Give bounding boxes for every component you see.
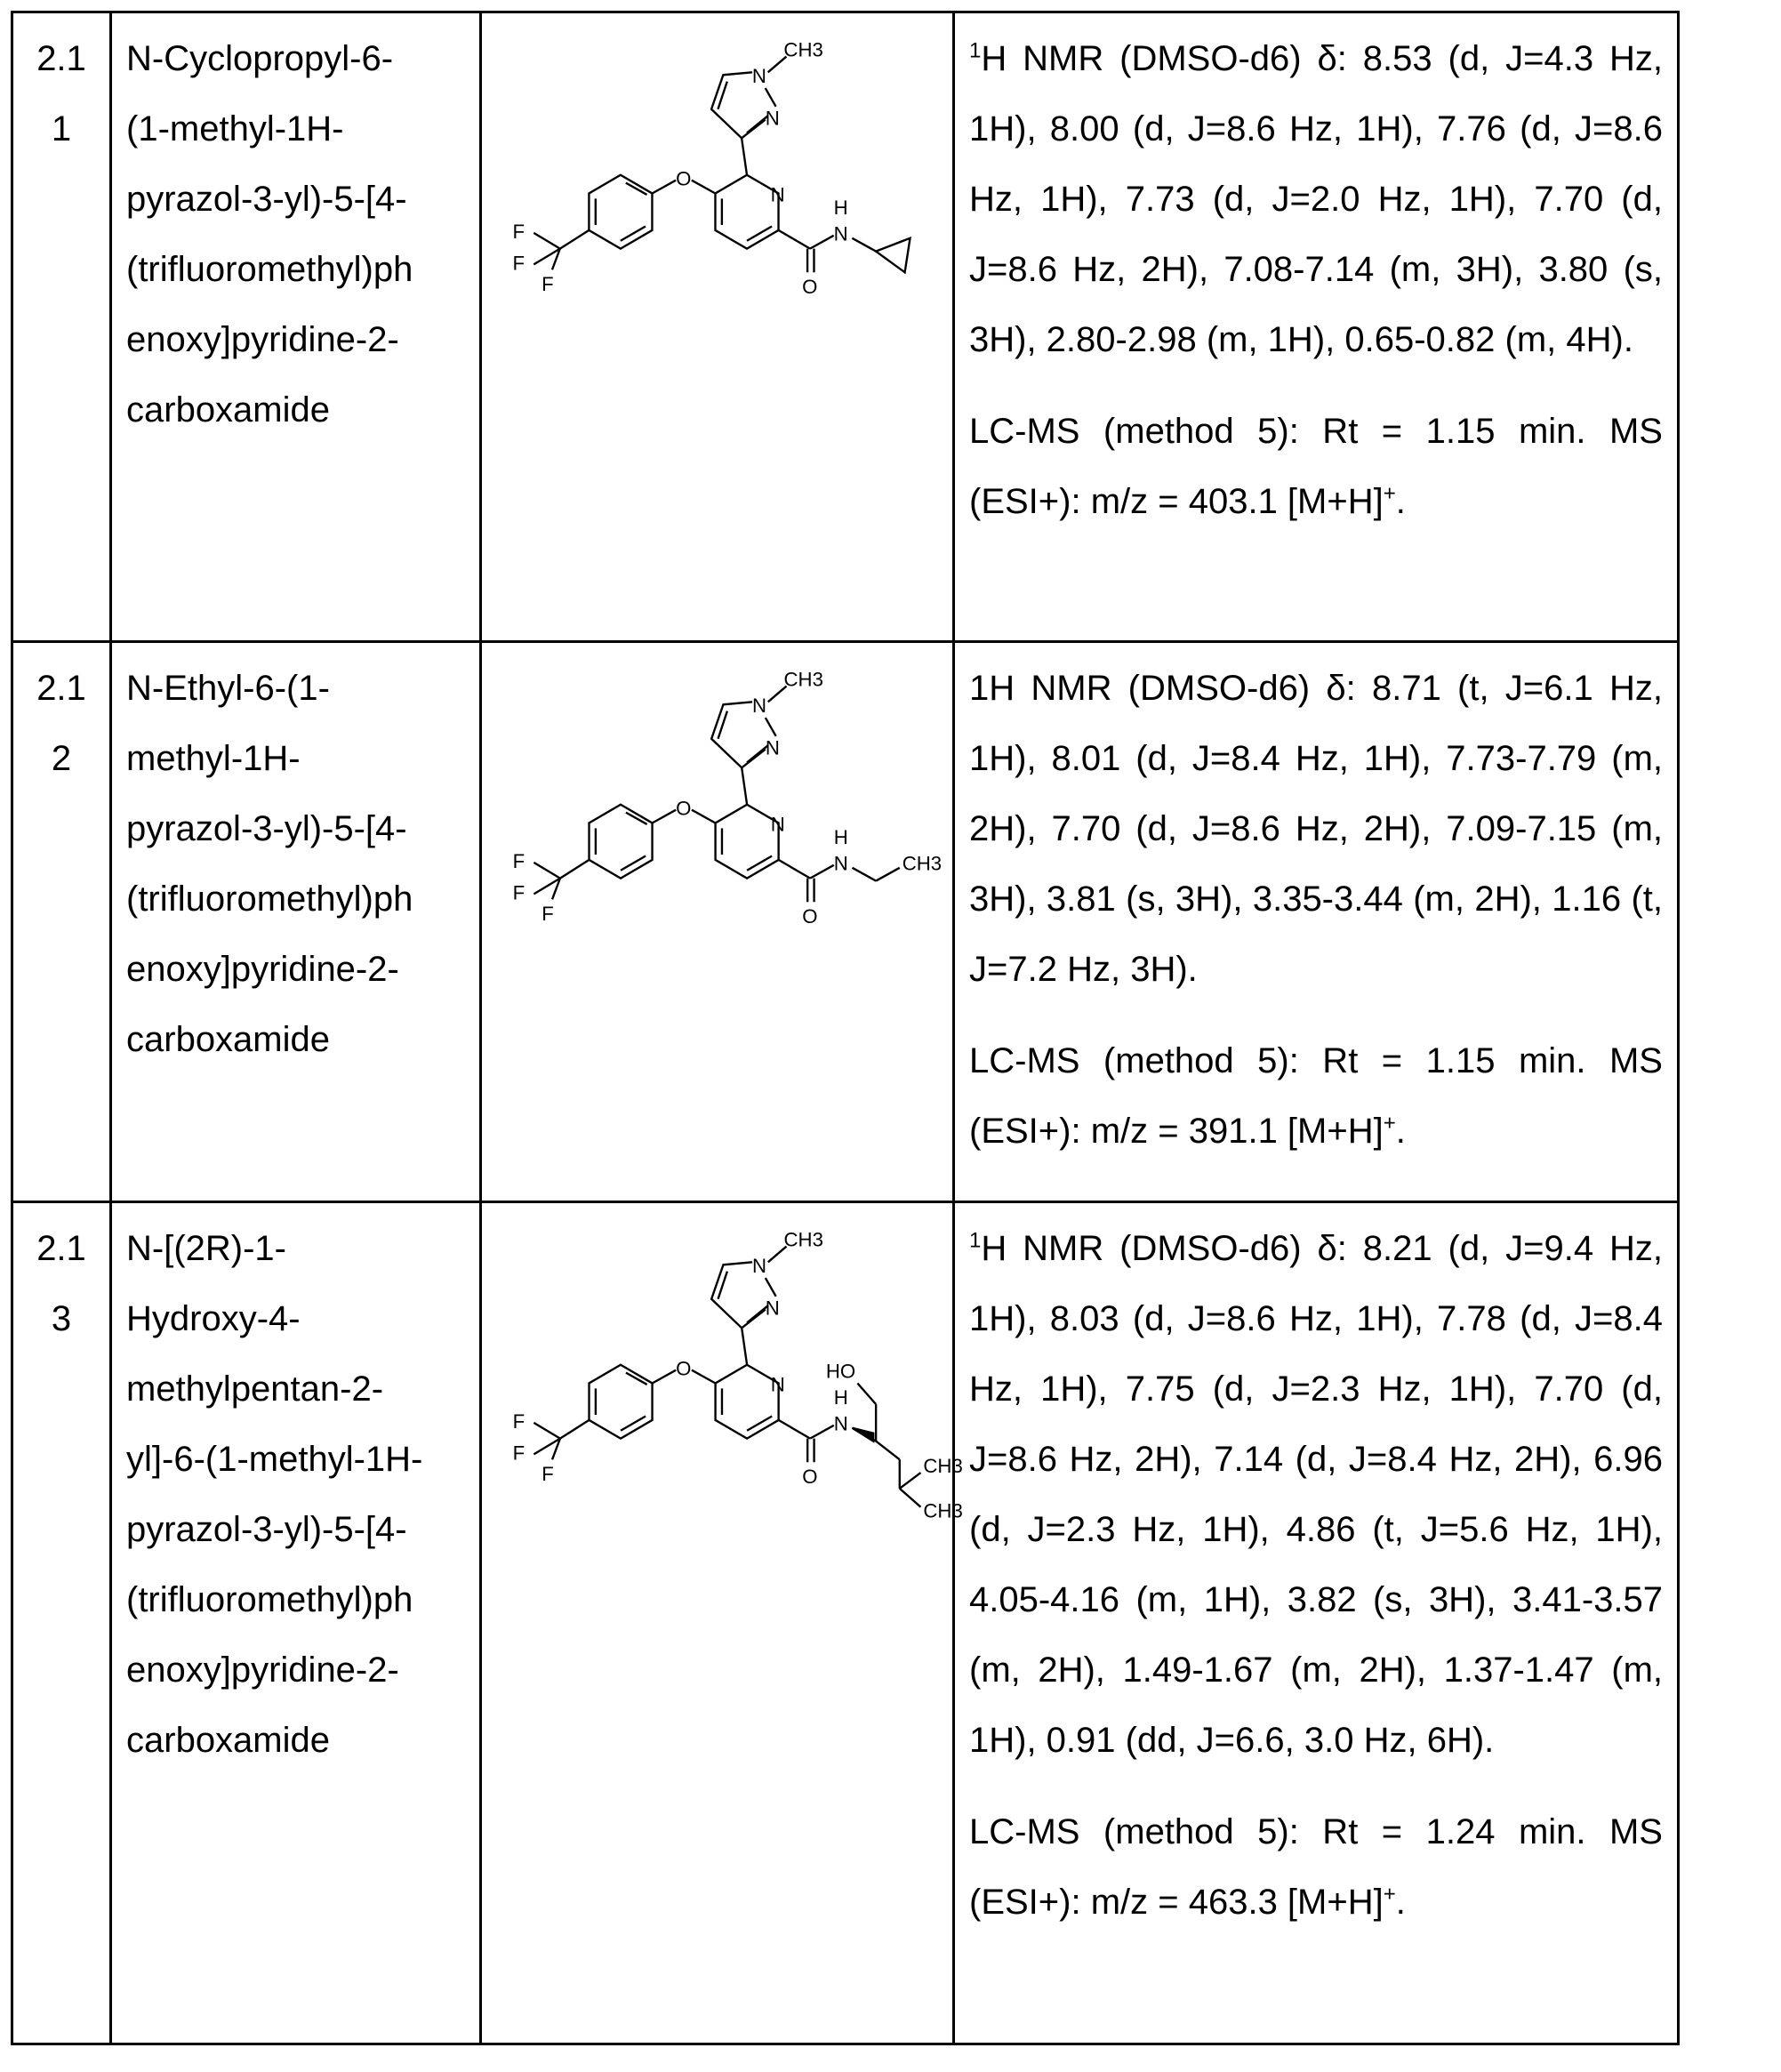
atom-label-f1: F — [513, 850, 525, 872]
atom-label-n-pz2: N — [766, 1297, 780, 1320]
compound-name-line: N-Cyclopropyl-6- — [126, 24, 465, 94]
nmr-text: H NMR (DMSO-d6) δ: 8.21 (d, J=9.4 Hz, 1H), 8.03 (d, J=8.6 Hz, 1H), 7.78 (d, J=8.4 Hz, 1H), 7.75 (d, J=2.3 Hz, 1H), 7.70 (d, J=8.6 Hz, 2H), 7.14 (d, J=8.4 Hz, 2H), 6.96 (d, J=2.3 Hz, 1H), 4.86 (t, J=5.6 Hz, 1H), 4.05-4.16 (m, 1H), 3.82 (s, 3H), 3.41-3.57 (m, 2H), 1.49-1.67 (m, 2H), 1.37-1.47 (m, 1H), 0.91 (dd, J=6.6, 3.0 Hz, 6H). — [969, 1229, 1663, 1760]
atom-label-ethyl-ch3: CH3 — [903, 853, 942, 875]
atom-label-n-pz1: N — [752, 1255, 766, 1277]
chemical-structure — [496, 1217, 945, 1533]
atom-label-f3: F — [542, 273, 554, 295]
atom-label-o-amide: O — [802, 276, 817, 298]
example-number-cell — [12, 12, 111, 642]
atom-label-ho: HO — [826, 1361, 855, 1383]
nmr-superscript: 1 — [969, 1229, 981, 1253]
example-number: 2.13 — [34, 1214, 89, 1354]
compound-name-line: pyrazol-3-yl)-5-[4- — [126, 1495, 465, 1565]
atom-label-ch3-b: CH3 — [923, 1499, 962, 1522]
nmr-text: 1H NMR (DMSO-d6) δ: 8.71 (t, J=6.1 Hz, 1H), 8.01 (d, J=8.4 Hz, 1H), 7.73-7.79 (m, 2H), 7.70 (d, J=8.6 Hz, 2H), 7.09-7.15 (m, 3H), 3.81 (s, 3H), 3.35-3.44 (m, 2H), 1.16 (t, J=7.2 Hz, 3H). — [969, 669, 1663, 989]
atom-label-n-pyr: N — [771, 1373, 785, 1395]
atom-label-ch3: CH3 — [784, 1229, 823, 1251]
compound-name-line: enoxy]pyridine-2- — [126, 935, 465, 1005]
atom-label-nh-h: H — [834, 1386, 848, 1409]
lcms-end: . — [1396, 1883, 1406, 1922]
lcms-end: . — [1396, 482, 1406, 521]
lcms-text: LC-MS (method 5): Rt = 1.24 min. MS (ESI+): m/z = 463.3 [M+H] — [969, 1812, 1663, 1922]
compound-name-line: enoxy]pyridine-2- — [126, 305, 465, 375]
lcms-charge: + — [1384, 1883, 1396, 1907]
compound-name-cell — [111, 642, 481, 1202]
compound-name-line: carboxamide — [126, 1706, 465, 1776]
lcms-charge: + — [1384, 1112, 1396, 1136]
compound-name-line: Hydroxy-4- — [126, 1284, 465, 1354]
chemical-structure — [496, 657, 945, 940]
compound-name-cell — [111, 1202, 481, 2044]
structure-cell — [481, 642, 954, 1202]
lcms-charge: + — [1384, 482, 1396, 506]
atom-label-nh-n: N — [834, 853, 848, 875]
example-number-cell — [12, 642, 111, 1202]
atom-label-nh-n: N — [834, 1413, 848, 1435]
atom-label-nh-h: H — [834, 197, 848, 219]
atom-label-o-amide: O — [802, 905, 817, 928]
atom-label-ch3: CH3 — [783, 39, 822, 61]
atom-label-n-pz2: N — [766, 108, 780, 130]
nmr-data — [969, 654, 1663, 1005]
analytics-cell — [954, 12, 1679, 642]
atom-label-f2: F — [513, 1442, 525, 1464]
table-row — [12, 642, 1679, 1202]
compound-name-line: (trifluoromethyl)ph — [126, 235, 465, 305]
atom-label-o-ether: O — [676, 798, 691, 820]
nmr-data — [969, 24, 1663, 375]
compound-name-line: methyl-1H- — [126, 724, 465, 794]
atom-label-f1: F — [513, 1410, 525, 1433]
atom-label-f1: F — [513, 221, 525, 243]
chemical-structure — [496, 28, 932, 310]
compound-name-line: enoxy]pyridine-2- — [126, 1635, 465, 1706]
atom-label-n-pz2: N — [766, 737, 780, 759]
atom-label-f2: F — [513, 881, 525, 903]
compound-name-line: methylpentan-2- — [126, 1354, 465, 1425]
compound-name-line: (1-methyl-1H- — [126, 94, 465, 165]
lcms-data — [969, 1026, 1663, 1167]
lcms-text: LC-MS (method 5): Rt = 1.15 min. MS (ESI+): m/z = 403.1 [M+H] — [969, 412, 1663, 521]
compound-data-table — [11, 11, 1680, 2045]
table-row — [12, 1202, 1679, 2044]
lcms-data — [969, 397, 1663, 537]
compound-name-cell — [111, 12, 481, 642]
nmr-text: H NMR (DMSO-d6) δ: 8.53 (d, J=4.3 Hz, 1H), 8.00 (d, J=8.6 Hz, 1H), 7.76 (d, J=8.6 Hz, 1H), 7.73 (d, J=2.0 Hz, 1H), 7.70 (d, J=8.6 Hz, 2H), 7.08-7.14 (m, 3H), 3.80 (s, 3H), 2.80-2.98 (m, 1H), 0.65-0.82 (m, 4H). — [969, 39, 1663, 359]
nmr-data — [969, 1214, 1663, 1776]
nmr-superscript: 1 — [969, 39, 981, 63]
atom-label-o-amide: O — [802, 1466, 817, 1488]
analytics-cell — [954, 1202, 1679, 2044]
lcms-text: LC-MS (method 5): Rt = 1.15 min. MS (ESI+): m/z = 391.1 [M+H] — [969, 1041, 1663, 1151]
atom-label-nh-n: N — [834, 223, 848, 245]
atom-label-ch3-a: CH3 — [923, 1455, 962, 1477]
atom-label-f2: F — [513, 252, 525, 274]
lcms-data — [969, 1797, 1663, 1938]
compound-name-line: pyrazol-3-yl)-5-[4- — [126, 794, 465, 864]
analytics-cell — [954, 642, 1679, 1202]
structure-cell — [481, 1202, 954, 2044]
compound-name-line: carboxamide — [126, 1005, 465, 1075]
compound-name-line: (trifluoromethyl)ph — [126, 1565, 465, 1635]
example-number: 2.12 — [34, 654, 89, 794]
atom-label-o-ether: O — [676, 1358, 691, 1380]
table-row — [12, 12, 1679, 642]
atom-label-n-pyr: N — [771, 183, 785, 205]
lcms-end: . — [1396, 1112, 1406, 1151]
compound-name-line: N-Ethyl-6-(1- — [126, 654, 465, 724]
atom-label-n-pyr: N — [771, 813, 785, 835]
compound-name-line: N-[(2R)-1- — [126, 1214, 465, 1284]
atom-label-o-ether: O — [676, 168, 691, 190]
compound-name-line: yl]-6-(1-methyl-1H- — [126, 1425, 465, 1495]
atom-label-f3: F — [542, 903, 554, 925]
compound-name-line: (trifluoromethyl)ph — [126, 864, 465, 935]
atom-label-n-pz1: N — [752, 695, 766, 717]
example-number-cell — [12, 1202, 111, 2044]
structure-cell — [481, 12, 954, 642]
atom-label-f3: F — [542, 1463, 554, 1485]
atom-label-nh-h: H — [834, 826, 848, 848]
example-number: 2.11 — [34, 24, 89, 165]
compound-name-line: carboxamide — [126, 375, 465, 446]
atom-label-n-pz1: N — [752, 65, 766, 87]
atom-label-ch3: CH3 — [784, 669, 823, 691]
compound-name-line: pyrazol-3-yl)-5-[4- — [126, 165, 465, 235]
